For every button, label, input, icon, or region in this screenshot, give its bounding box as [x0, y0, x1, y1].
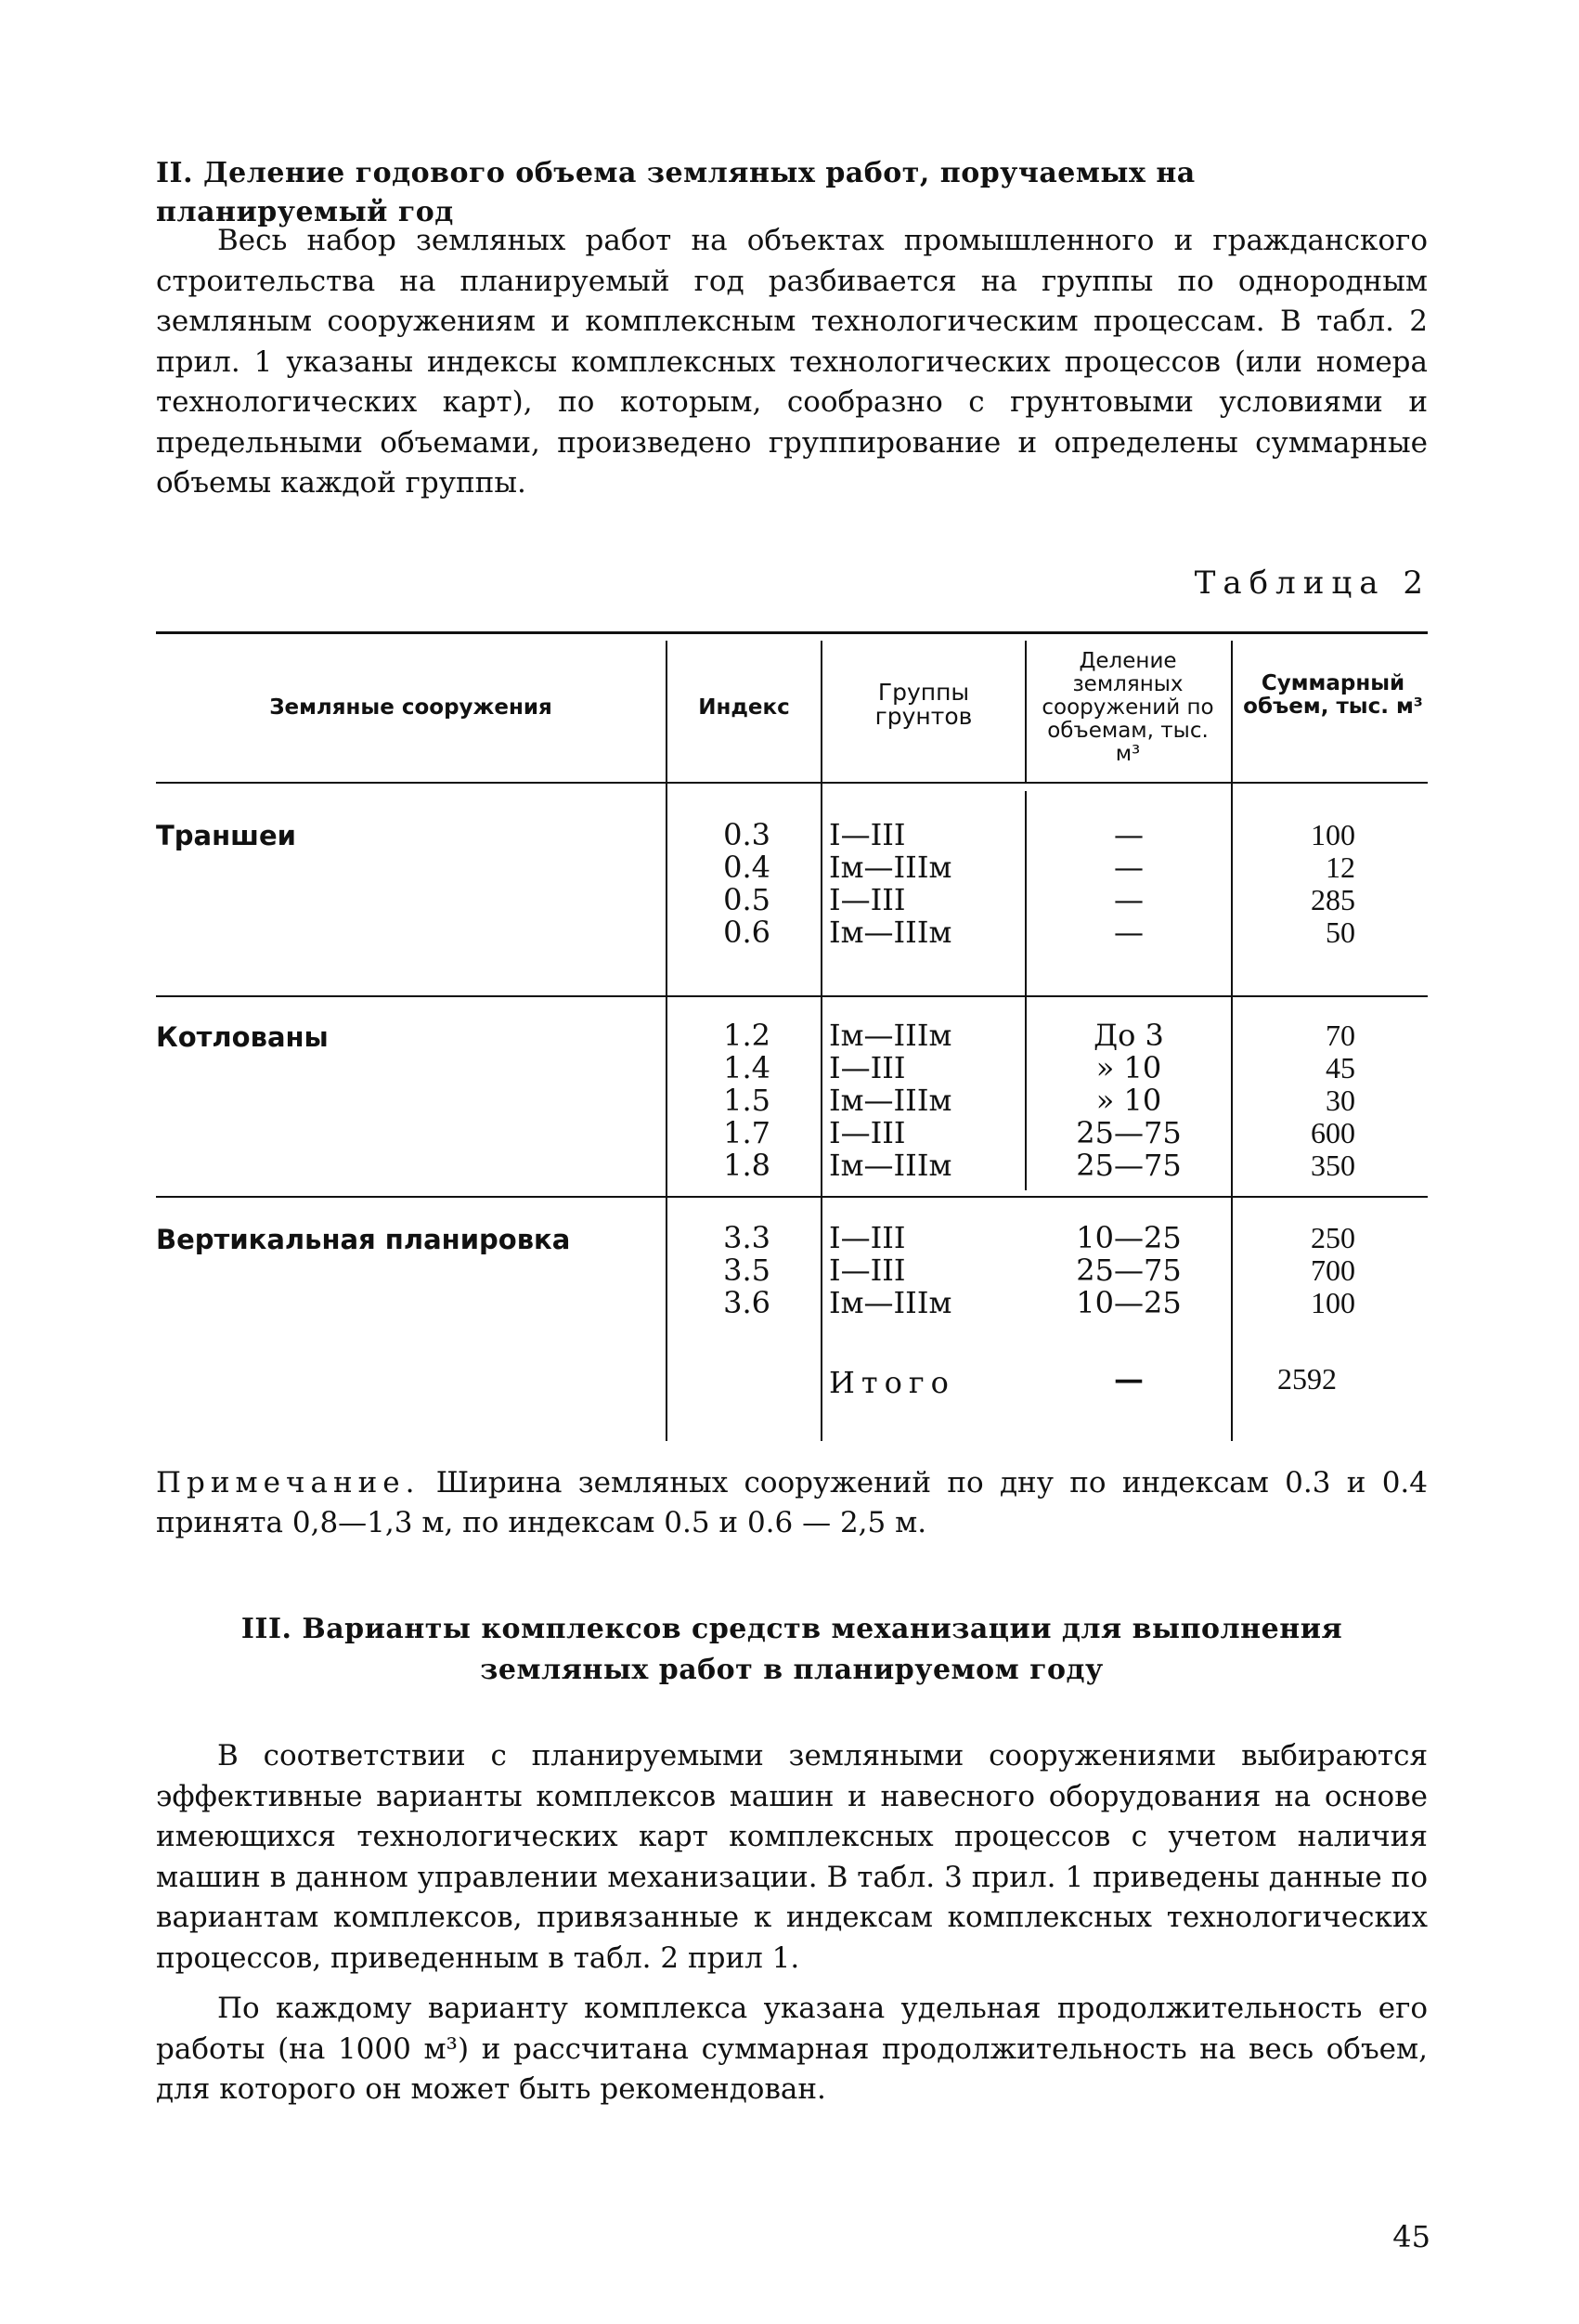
soil-cell: Iм—IIIм — [829, 915, 952, 950]
indices-pits — [678, 1019, 770, 1182]
volume-cell: 250 — [1311, 1221, 1355, 1254]
index-cell: 3.6 — [723, 1285, 770, 1320]
index-cell: 0.5 — [723, 882, 770, 917]
index-cell: 1.8 — [723, 1148, 770, 1183]
soil-cell: I—III — [829, 882, 906, 917]
index-cell: 1.2 — [723, 1018, 770, 1053]
division-cell: 25—75 — [1076, 1148, 1182, 1183]
total-label: Итого — [829, 1365, 955, 1400]
index-cell: 1.4 — [723, 1050, 770, 1085]
volume-cell: 70 — [1326, 1019, 1355, 1052]
division-cell: 10—25 — [1076, 1285, 1182, 1320]
division-trenches — [1029, 819, 1229, 949]
volume-cell: 350 — [1311, 1149, 1355, 1182]
header-soil-groups: Группы грунтов — [874, 679, 973, 730]
table-vline-2 — [821, 641, 822, 1441]
section-3-paragraph-2: По каждому варианту комплекса указана удельная продолжительность его работы (на 1000 м³) и рассчитана суммарная продолжительность на весь объем, для которого он может быть рекомендован. — [156, 1992, 1428, 2106]
section-3-heading-line-1: III. Варианты комплексов средств механизации для выполнения — [240, 1613, 1343, 1645]
soils-vertical-grading — [829, 1222, 1015, 1319]
index-cell: 0.3 — [723, 817, 770, 852]
division-cell: » 10 — [1095, 1050, 1162, 1085]
note-text: Ширина земляных сооружений по дну по индексам 0.3 и 0.4 принята 0,8—1,3 м, по индексам 0.5 и 0.6 — 2,5 м. — [156, 1466, 1428, 1539]
soil-cell: I—III — [829, 1115, 906, 1150]
table-vline-4 — [1231, 641, 1233, 1441]
table-rule-after-pits — [156, 1196, 1428, 1198]
row-label-vertical-grading: Вертикальная планировка — [156, 1224, 571, 1255]
table-vline-3-body — [1025, 791, 1027, 1190]
header-division: Деление земляных сооружений по объемам, тыс. м³ — [1042, 649, 1214, 766]
soil-cell: Iм—IIIм — [829, 850, 952, 885]
table-header-rule — [156, 782, 1428, 784]
index-cell: 0.6 — [723, 915, 770, 950]
division-cell: — — [1114, 882, 1144, 917]
division-pits — [1029, 1019, 1229, 1182]
division-vertical-grading — [1029, 1222, 1229, 1319]
indices-trenches — [678, 819, 770, 949]
division-cell: — — [1114, 817, 1144, 852]
row-label-trenches: Траншеи — [156, 820, 296, 851]
volumes-vertical-grading — [1244, 1222, 1355, 1319]
soils-trenches — [829, 819, 1015, 949]
index-cell: 1.5 — [723, 1083, 770, 1118]
volumes-trenches — [1244, 819, 1355, 949]
soil-cell: Iм—IIIм — [829, 1148, 952, 1183]
soil-cell: Iм—IIIм — [829, 1018, 952, 1053]
total-division: — — [1114, 1361, 1144, 1396]
soil-cell: Iм—IIIм — [829, 1083, 952, 1118]
index-cell: 1.7 — [723, 1115, 770, 1150]
table-vline-3-header — [1025, 641, 1027, 782]
table-rule-after-trenches — [156, 995, 1428, 997]
total-volume: 2592 — [1277, 1362, 1337, 1396]
soil-cell: I—III — [829, 817, 906, 852]
volume-cell: 12 — [1326, 850, 1355, 884]
index-cell: 0.4 — [723, 850, 770, 885]
volume-cell: 30 — [1326, 1084, 1355, 1117]
division-cell: — — [1114, 850, 1144, 885]
soils-pits — [829, 1019, 1015, 1182]
note-label: Примечание. — [156, 1466, 421, 1500]
section-2-paragraph: Весь набор земляных работ на объектах промышленного и гражданского строительства на планируемый год разбивается на группы по однородным земляным сооружениям и комплексным технологическим процессам. В табл. 2 прил. 1 указаны индексы комплексных технологических процессов (или номера технологических карт), по которым, сообразно с грунтовыми условиями и предельными объемами, произведено группирование и определены суммарные объемы каждой группы. — [156, 224, 1428, 500]
division-cell: — — [1114, 915, 1144, 950]
section-2-heading: II. Деление годового объема земляных работ, поручаемых на планируемый год — [156, 157, 1196, 228]
volume-cell: 285 — [1311, 883, 1355, 916]
soil-cell: I—III — [829, 1220, 906, 1255]
table-top-rule — [156, 631, 1428, 634]
soil-cell: Iм—IIIм — [829, 1285, 952, 1320]
soil-cell: I—III — [829, 1253, 906, 1288]
division-cell: 25—75 — [1076, 1253, 1182, 1288]
volume-cell: 50 — [1326, 915, 1355, 949]
header-index: Индекс — [698, 695, 790, 720]
division-cell: » 10 — [1095, 1083, 1162, 1118]
division-cell: 10—25 — [1076, 1220, 1182, 1255]
soil-cell: I—III — [829, 1050, 906, 1085]
indices-vertical-grading — [678, 1222, 770, 1319]
header-structures: Земляные сооружения — [269, 695, 552, 720]
volume-cell: 700 — [1311, 1253, 1355, 1287]
section-3-paragraph-1: В соответствии с планируемыми земляными сооружениями выбираются эффективные варианты комплексов машин и навесного оборудования на основе имеющихся технологических карт комплексных процессов с учетом наличия машин в данном управлении механизации. В табл. 3 прил. 1 приведены данные по вариантам комплексов, привязанные к индексам комплексных технологических процессов, приведенным в табл. 2 прил 1. — [156, 1739, 1428, 1975]
division-cell: 25—75 — [1076, 1115, 1182, 1150]
volume-cell: 600 — [1311, 1116, 1355, 1149]
index-cell: 3.5 — [723, 1253, 770, 1288]
volumes-pits — [1244, 1019, 1355, 1182]
volume-cell: 45 — [1326, 1051, 1355, 1084]
table-vline-1 — [666, 641, 667, 1441]
index-cell: 3.3 — [723, 1220, 770, 1255]
volume-cell: 100 — [1311, 818, 1355, 851]
division-cell: До 3 — [1094, 1018, 1164, 1053]
page-number: 45 — [1392, 2219, 1430, 2254]
table-note — [156, 1463, 1428, 1543]
row-label-pits: Котлованы — [156, 1021, 329, 1053]
volume-cell: 100 — [1311, 1286, 1355, 1319]
section-3-heading-line-2: земляных работ в планируемом году — [480, 1654, 1104, 1686]
header-total-volume: Суммарный объем, тыс. м³ — [1243, 671, 1423, 719]
table-caption: Таблица 2 — [1194, 565, 1430, 602]
